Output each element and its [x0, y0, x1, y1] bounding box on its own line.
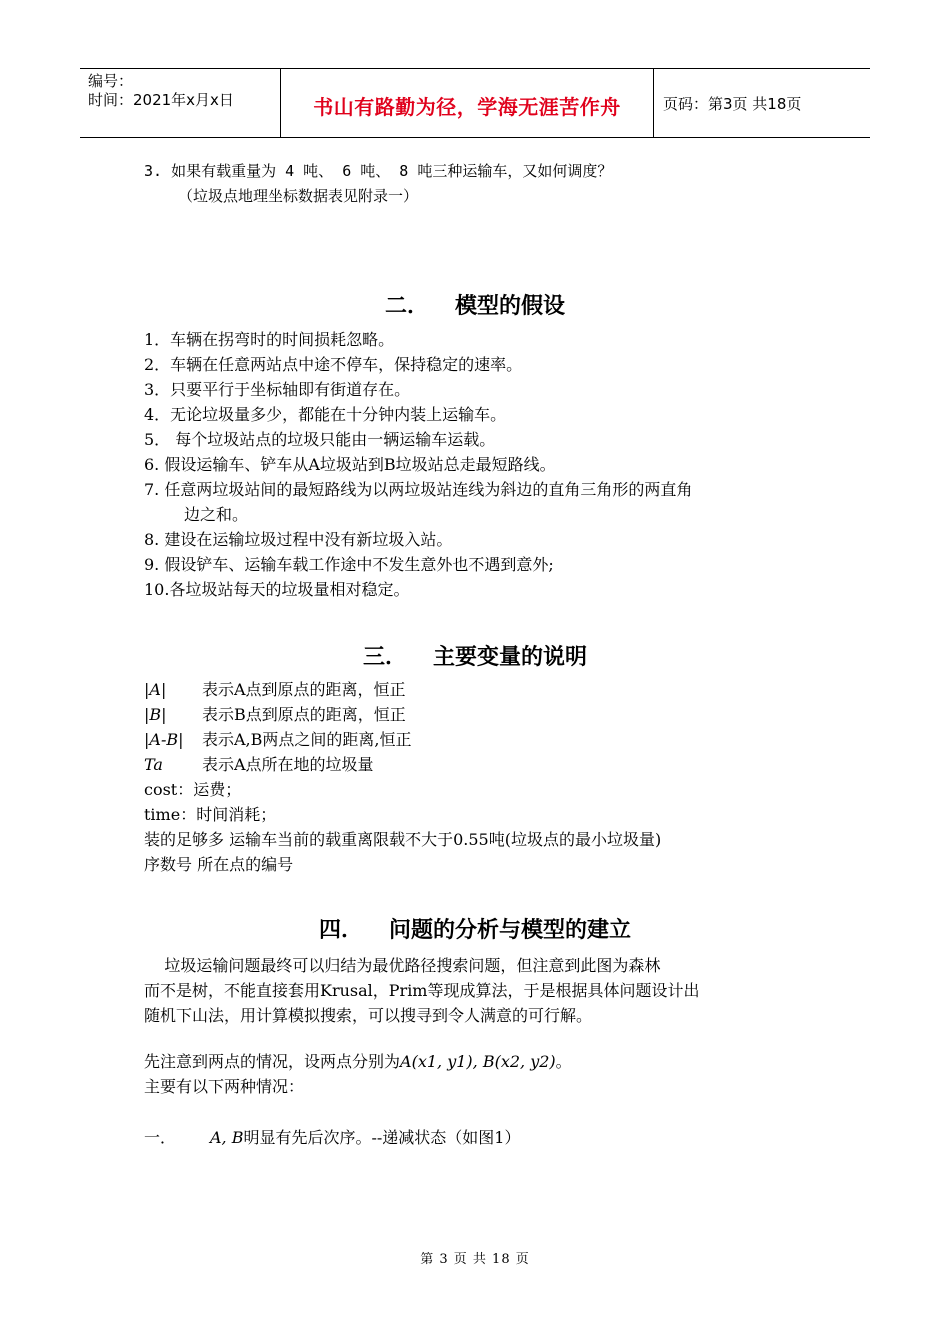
section-number: 三．: [362, 645, 407, 670]
cost-definition: cost：运费；: [144, 780, 242, 799]
paragraph-line: [144, 1051, 572, 1073]
section-heading-analysis: [0, 913, 950, 944]
paragraph-line: 主要有以下两种情况：: [144, 1077, 305, 1096]
page-footer: 第 3 页 共 18 页: [420, 1252, 530, 1267]
section-title: 主要变量的说明: [433, 645, 588, 670]
variable-row: [144, 704, 406, 726]
sequence-definition: 序数号 所在点的编号: [144, 855, 294, 874]
variable-desc: 表示A点到原点的距离，恒正: [202, 680, 406, 699]
enough-definition: 装的足够多 运输车当前的载重离限载不大于0.55吨(垃圾点的最小垃圾量): [144, 830, 662, 849]
section-title: 问题的分析与模型的建立: [389, 918, 632, 943]
case-number: 一．: [144, 1128, 177, 1147]
page-header: [80, 68, 870, 138]
assumption-item-continued: 边之和。: [184, 505, 249, 524]
assumption-item: 3．只要平行于坐标轴即有街道存在。: [144, 380, 411, 399]
variable-symbol: Ta: [144, 755, 163, 774]
case-item-1: [144, 1127, 520, 1149]
case-text: 明显有先后次序。--递减状态（如图1）: [243, 1128, 521, 1147]
assumption-item: 9. 假设铲车、运输车载工作途中不发生意外也不遇到意外;: [144, 555, 554, 574]
assumption-item: 5． 每个垃圾站点的垃圾只能由一辆运输车运载。: [144, 430, 496, 449]
section-heading-assumptions: [0, 289, 950, 320]
section-number: 二．: [384, 294, 429, 319]
section-number: 四．: [318, 918, 363, 943]
variable-row: [144, 729, 412, 751]
assumption-item: 4．无论垃圾量多少，都能在十分钟内装上运输车。: [144, 405, 507, 424]
variable-symbol: |A-B|: [144, 730, 184, 749]
header-meta: [80, 69, 281, 137]
time-definition: time：时间消耗；: [144, 805, 277, 824]
question-item-3: 3. 如果有载重量为 4 吨、 6 吨、 8 吨三种运输车，又如何调度？: [144, 162, 613, 180]
variable-row: [144, 679, 406, 701]
text-span: 。: [555, 1052, 572, 1071]
math-expression: A(x1, y1), B(x2, y2): [400, 1052, 556, 1071]
motto: 书山有路勤为径，学海无涯苦作舟: [313, 95, 621, 119]
variable-desc: 表示B点到原点的距离，恒正: [202, 705, 406, 724]
paragraph-line: 而不是树，不能直接套用Krusal，Prim等现成算法，于是根据具体问题设计出: [144, 981, 700, 1000]
assumption-item: 10.各垃圾站每天的垃圾量相对稳定。: [144, 580, 410, 599]
text-span: 先注意到两点的情况，设两点分别为: [144, 1052, 401, 1071]
variable-symbol: |A|: [144, 680, 167, 699]
header-motto-cell: [281, 69, 654, 137]
variable-row: [144, 754, 374, 776]
section-title: 模型的假设: [455, 294, 566, 319]
section-heading-variables: [0, 640, 950, 671]
time-label: 时间：2021年x月x日: [88, 91, 234, 109]
paragraph-line: 垃圾运输问题最终可以归结为最优路径搜索问题，但注意到此图为森林: [144, 956, 661, 975]
variable-desc: 表示A点所在地的垃圾量: [202, 755, 374, 774]
appendix-note: （垃圾点地理坐标数据表见附录一）: [178, 187, 419, 205]
assumption-item: 1．车辆在拐弯时的时间损耗忽略。: [144, 330, 395, 349]
assumption-item: 6. 假设运输车、铲车从A垃圾站到B垃圾站总走最短路线。: [144, 455, 556, 474]
assumption-item: 8. 建设在运输垃圾过程中没有新垃圾入站。: [144, 530, 453, 549]
variable-desc: 表示A,B两点之间的距离,恒正: [202, 730, 412, 749]
number-label: 编号：: [88, 72, 134, 90]
page-info: 页码：第3页 共18页: [663, 95, 802, 113]
assumption-item: 7. 任意两垃圾站间的最短路线为以两垃圾站连线为斜边的直角三角形的两直角: [144, 480, 693, 499]
math-expression: A, B: [210, 1128, 244, 1147]
paragraph-line: 随机下山法，用计算模拟搜索，可以搜寻到令人满意的可行解。: [144, 1006, 593, 1025]
assumption-item: 2．车辆在任意两站点中途不停车，保持稳定的速率。: [144, 355, 523, 374]
variable-symbol: |B|: [144, 705, 167, 724]
